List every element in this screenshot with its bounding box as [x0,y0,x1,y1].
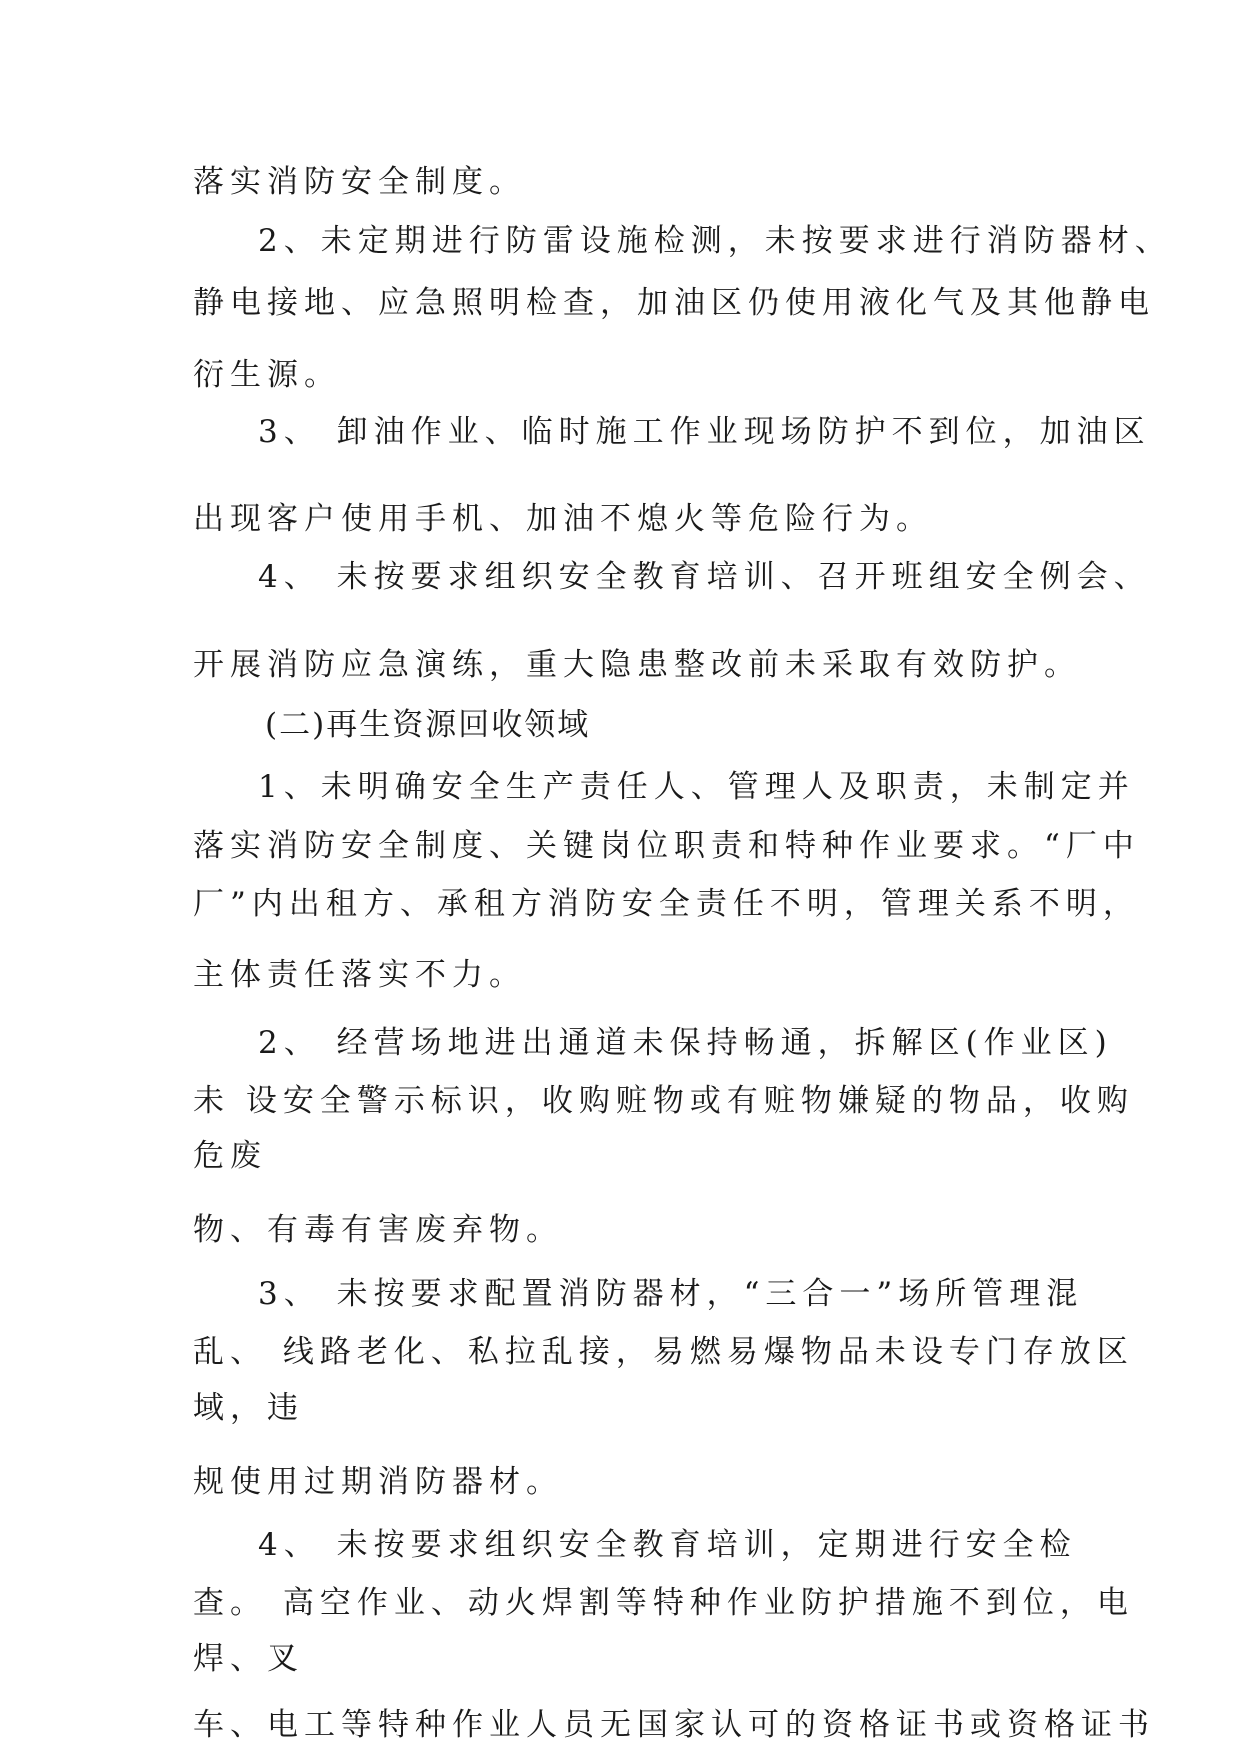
text-line: 查。 高空作业、动火焊割等特种作业防护措施不到位，电 [193,1585,1134,1621]
text-line: 衍生源。 [193,357,341,393]
text-line: 落实消防安全制度。 [193,164,526,200]
text-line: 4、 未按要求组织安全教育培训、召开班组安全例会、 [258,559,1151,595]
text-line: 乱、 线路老化、私拉乱接，易燃易爆物品未设专门存放区 [193,1334,1134,1370]
text-line: 落实消防安全制度、关键岗位职责和特种作业要求。“厂中 [193,828,1140,864]
text-line: 主体责任落实不力。 [193,957,526,993]
text-line: 域，违 [193,1390,304,1426]
text-line: 规使用过期消防器材。 [193,1464,563,1500]
text-line: 4、 未按要求组织安全教育培训，定期进行安全检 [258,1527,1077,1563]
text-line: 2、 经营场地进出通道未保持畅通，拆解区(作业区) [258,1025,1113,1061]
text-line: 未 设安全警示标识，收购赃物或有赃物嫌疑的物品，收购 [193,1083,1134,1119]
text-line: 1、未明确安全生产责任人、管理人及职责，未制定并 [258,769,1135,805]
text-line: 危废 [193,1138,267,1174]
text-line: 厂”内出租方、承租方消防安全责任不明，管理关系不明， [193,886,1140,922]
text-line: 3、 未按要求配置消防器材，“三合一”场所管理混 [258,1276,1084,1312]
text-line: 车、电工等特种作业人员无国家认可的资格证书或资格证书 [193,1707,1155,1743]
text-line: 物、有毒有害废弃物。 [193,1212,563,1248]
section-heading: (二)再生资源回收领域 [265,707,591,743]
text-line: 3、 卸油作业、临时施工作业现场防护不到位，加油区 [258,414,1151,450]
text-line: 静电接地、应急照明检查，加油区仍使用液化气及其他静电 [193,285,1155,321]
text-line: 出现客户使用手机、加油不熄火等危险行为。 [193,501,933,537]
text-line: 2、未定期进行防雷设施检测，未按要求进行消防器材、 [258,223,1172,259]
text-line: 开展消防应急演练，重大隐患整改前未采取有效防护。 [193,647,1081,683]
text-line: 焊、叉 [193,1641,304,1677]
